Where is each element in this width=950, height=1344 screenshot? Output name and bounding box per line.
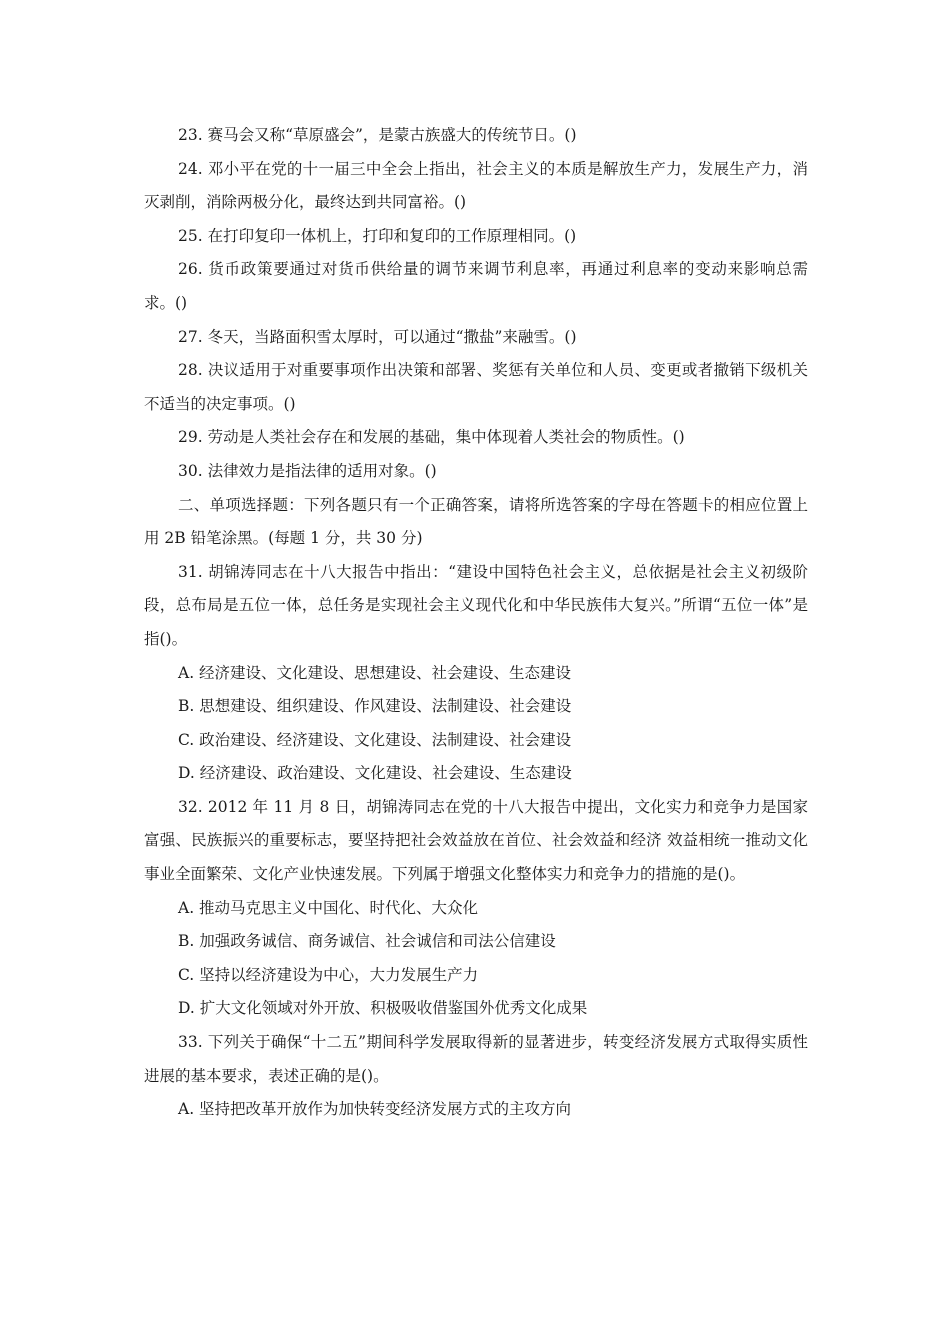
question-32-option-b: B. 加强政务诚信、商务诚信、社会诚信和司法公信建设 [178, 932, 556, 951]
question-28: 28. 决议适用于对重要事项作出决策和部署、奖惩有关单位和人员、变更或者撤销下级机关不适当的决定事项。() [144, 361, 808, 413]
document-body [144, 119, 808, 1127]
question-23: 23. 赛马会又称“草原盛会”，是蒙古族盛大的传统节日。() [178, 126, 577, 144]
question-31-option-d: D. 经济建设、政治建设、文化建设、社会建设、生态建设 [178, 764, 572, 783]
section-heading-single-choice: 二、单项选择题：下列各题只有一个正确答案，请将所选答案的字母在答题卡的相应位置上用 2B 铅笔涂黑。(每题 1 分，共 30 分) [144, 495, 808, 548]
question-32-option-d: D. 扩大文化领域对外开放、积极吸收借鉴国外优秀文化成果 [178, 999, 588, 1018]
question-30: 30. 法律效力是指法律的适用对象。() [178, 461, 437, 480]
question-32: 32. 2012 年 11 月 8 日，胡锦涛同志在党的十八大报告中提出，文化实力和竞争力是国家富强、民族振兴的重要标志，要坚持把社会效益放在首位、社会效益和经济 效益相统一推动文化事业全面繁荣、文化产业快速发展。下列属于增强文化整体实力和竞争力的措施的是()。 [144, 797, 808, 884]
question-33: 33. 下列关于确保“十二五”期间科学发展取得新的显著进步，转变经济发展方式取得实质性进展的基本要求，表述正确的是()。 [144, 1033, 808, 1085]
question-31: 31. 胡锦涛同志在十八大报告中指出：“建设中国特色社会主义，总依据是社会主义初级阶段，总布局是五位一体，总任务是实现社会主义现代化和中华民族伟大复兴。”所谓“五位一体”是指()。 [144, 562, 808, 648]
question-32-option-c: C. 坚持以经济建设为中心，大力发展生产力 [178, 965, 479, 984]
question-29: 29. 劳动是人类社会存在和发展的基础，集中体现着人类社会的物质性。() [178, 428, 685, 447]
question-27: 27. 冬天，当路面积雪太厚时，可以通过“撒盐”来融雪。() [178, 327, 577, 346]
question-25: 25. 在打印复印一体机上，打印和复印的工作原理相同。() [178, 226, 577, 245]
question-32-option-a: A. 推动马克思主义中国化、时代化、大众化 [178, 898, 479, 917]
question-24: 24. 邓小平在党的十一届三中全会上指出，社会主义的本质是解放生产力，发展生产力，消灭剥削，消除两极分化，最终达到共同富裕。() [144, 159, 808, 212]
question-31-option-a: A. 经济建设、文化建设、思想建设、社会建设、生态建设 [178, 663, 572, 682]
question-26: 26. 货币政策要通过对货币供给量的调节来调节利息率，再通过利息率的变动来影响总需求。() [144, 260, 808, 312]
question-31-option-c: C. 政治建设、经济建设、文化建设、法制建设、社会建设 [178, 730, 572, 749]
question-31-option-b: B. 思想建设、组织建设、作风建设、法制建设、社会建设 [178, 697, 572, 716]
question-33-option-a: A. 坚持把改革开放作为加快转变经济发展方式的主攻方向 [178, 1100, 572, 1119]
